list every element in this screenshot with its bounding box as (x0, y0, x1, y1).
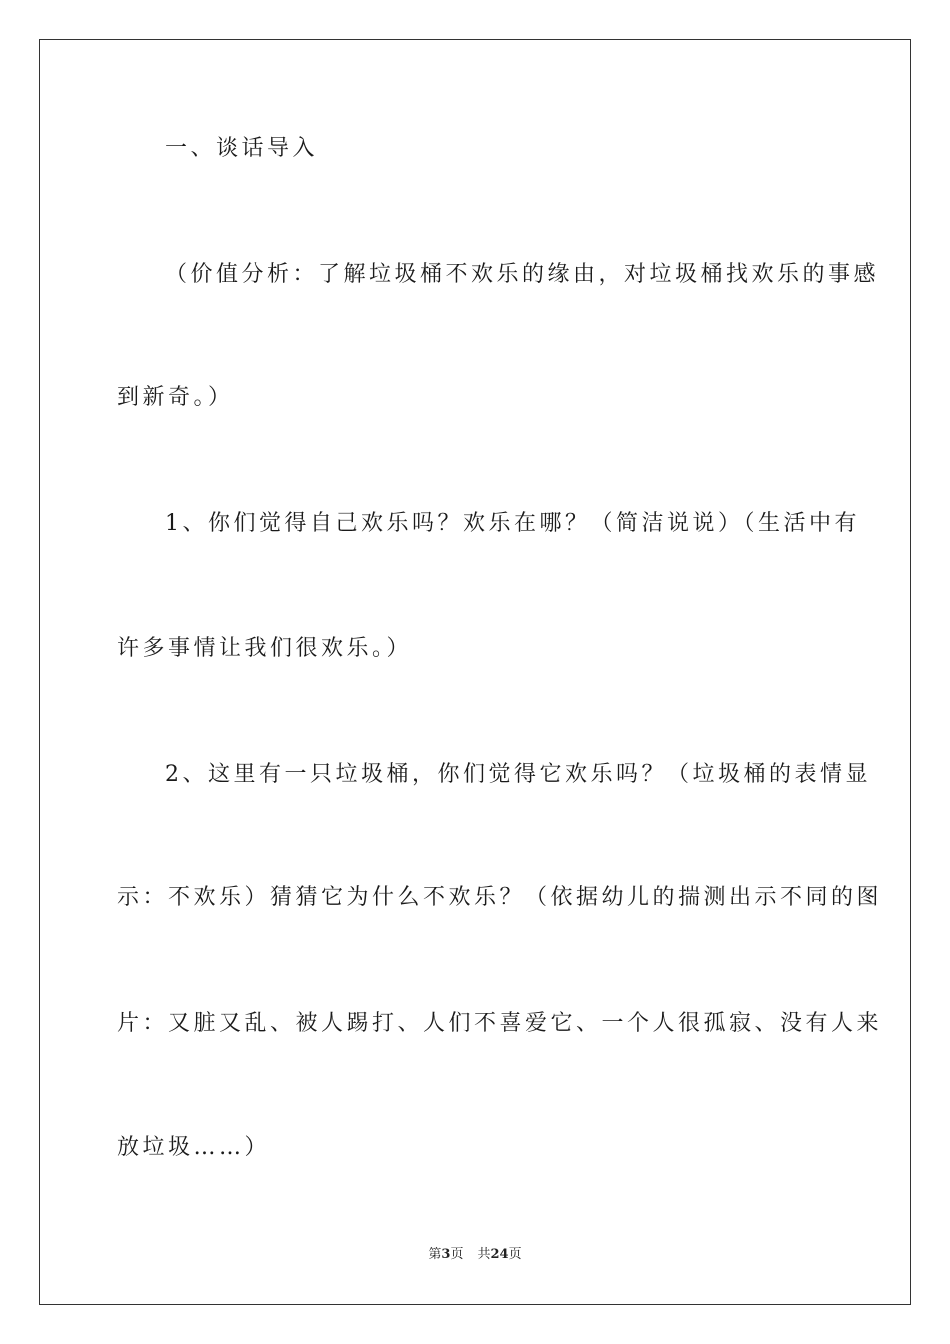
total-prefix: 共 (477, 1247, 491, 1262)
total-pages: 24 (490, 1247, 509, 1262)
heading-talk-intro: 一、谈话导入 (165, 136, 319, 161)
paragraph-value-analysis-line2: 到新奇。） (117, 385, 234, 410)
paragraph-item2-line2: 示：不欢乐）猜猜它为什么不欢乐？（依据幼儿的揣测出示不同的图 (117, 885, 883, 910)
page-suffix: 页 (450, 1247, 464, 1262)
paragraph-value-analysis-line1: （价值分析：了解垃圾桶不欢乐的缘由，对垃圾桶找欢乐的事感 (165, 262, 880, 287)
page-border (39, 39, 911, 1305)
page-footer (0, 1246, 950, 1264)
total-suffix: 页 (508, 1247, 522, 1262)
page-number: 3 (441, 1247, 451, 1262)
paragraph-item1-line2: 许多事情让我们很欢乐。） (117, 636, 413, 661)
page-prefix: 第 (428, 1247, 442, 1262)
paragraph-item2-line4: 放垃圾……） (117, 1135, 271, 1160)
paragraph-item2-line1: 2、这里有一只垃圾桶，你们觉得它欢乐吗？（垃圾桶的表情显 (165, 762, 871, 787)
paragraph-item2-line3: 片：又脏又乱、被人踢打、人们不喜爱它、一个人很孤寂、没有人来 (117, 1011, 883, 1036)
paragraph-item1-line1: 1、你们觉得自己欢乐吗？欢乐在哪？（简洁说说）（生活中有 (165, 511, 860, 536)
